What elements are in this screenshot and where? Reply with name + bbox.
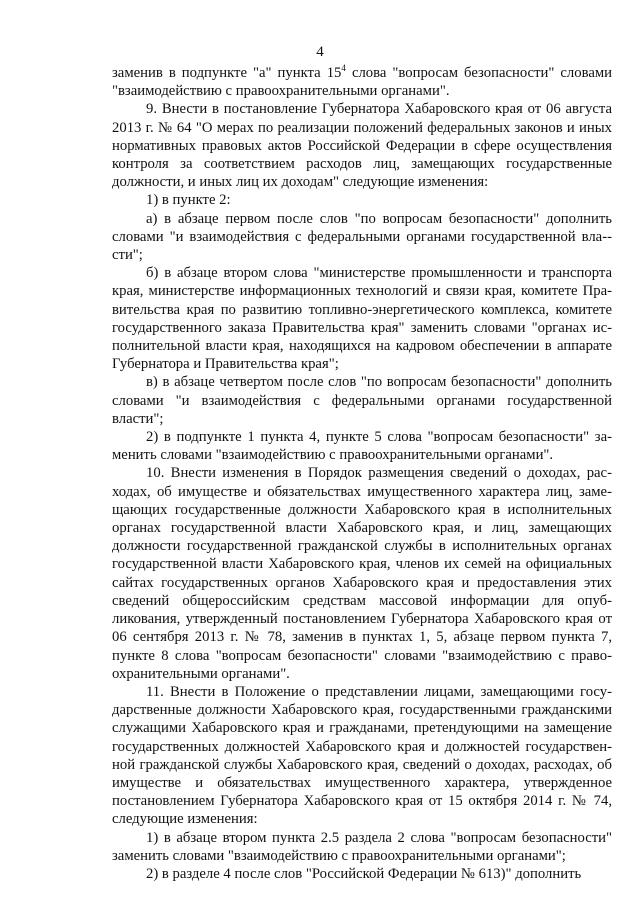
- paragraph: [112, 191, 612, 209]
- paragraph: [112, 264, 612, 373]
- paragraph-text: слова "вопросам безопасности" словами "взаимодействию с правоохранительными органами".: [112, 65, 612, 100]
- paragraph: [112, 210, 612, 265]
- paragraph: [112, 64, 612, 100]
- paragraph: [112, 683, 612, 829]
- paragraph-text: 1) в абзаце втором пункта 2.5 раздела 2 слова "вопросам безопасности" заменить словами "взаимодействию с правоохранительными органами";: [112, 829, 612, 864]
- paragraph-text: а) в абзаце первом после слов "по вопросам безопасности" дополнить словами "и взаимодействия с федеральными органами государственной вла-сти";: [112, 210, 612, 264]
- paragraph-text: в) в абзаце четвертом после слов "по вопросам безопасности" дополнить словами "и взаимодействия с федеральными органами государственной власти";: [112, 374, 612, 427]
- paragraph: [112, 464, 612, 682]
- paragraph-text: 11. Внести в Положение о представлении лицами, замещающими государственные должности Хабаровского края, государственными гражданскими служащими Хабаровского края и гражданами, претендующими на замещение государственных должностей Хабаровского края и должностей государственной гражданской службы Хабаровского края, сведений о доходах, расходах, об имуществе и обязательствах имущественного характера, утвержденное постановлением Губернатора Хабаровского края от 15 октября 2014 г. № 74, следующие изменения:: [112, 683, 612, 828]
- paragraph-text: 9. Внести в постановление Губернатора Хабаровского края от 06 августа 2013 г. № 64 "О мерах по реализации положений федеральных законов и иных нормативных правовых актов Российской Федерации в сфере осуществления контроля за соответствием расходов лиц, замещающих государственные должности, и иных лиц их доходам" следующие изменения:: [112, 101, 612, 191]
- paragraph-text: 1) в пункте 2:: [146, 192, 231, 209]
- paragraph-text: 2) в подпункте 1 пункта 4, пункте 5 слова "вопросам безопасности" заменить словами "взаимодействию с правоохранительными органами".: [112, 429, 612, 464]
- paragraph-text: заменив в подпункте "а" пункта 15: [112, 65, 342, 81]
- document-body: [112, 64, 612, 883]
- page-number: 4: [316, 44, 324, 60]
- superscript-text: 4: [341, 63, 346, 73]
- paragraph-text: б) в абзаце втором слова "министерстве промышленности и транспорта края, министерстве информационных технологий и связи края, комитете Правительства края по развитию топливно-энергетического комплекса, комитете государственного заказа Правительства края" заменить словами "органах исполнительной власти края, находящихся на кадровом обеспечении в аппарате Губернатора и Правительства края";: [112, 265, 612, 373]
- paragraph: [112, 373, 612, 428]
- paragraph: [112, 428, 612, 464]
- paragraph: [112, 865, 612, 883]
- paragraph: [112, 100, 612, 191]
- paragraph-text: 2) в разделе 4 после слов "Российской Федерации № 613)" дополнить: [146, 865, 582, 882]
- paragraph-text: 10. Внести изменения в Порядок размещения сведений о доходах, расходах, об имуществе и обязательствах имущественного характера лиц, замещающих государственные должности Хабаровского края в исполнительных органах государственной власти Хабаровского края, и лиц, замещающих должности государственной гражданской службы в исполнительных органах государственной власти Хабаровского края, членов их семей на официальных сайтах государственных органов Хабаровского края и предоставления этих сведений общероссийским средствам массовой информации для опубликования, утвержденный постановлением Губернатора Хабаровского края от 06 сентября 2013 г. № 78, заменив в пунктах 1, 5, абзаце первом пункта 7, пункте 8 слова "вопросам безопасности" словами "взаимодействию с правоохранительными органами".: [112, 465, 612, 682]
- paragraph: [112, 829, 612, 865]
